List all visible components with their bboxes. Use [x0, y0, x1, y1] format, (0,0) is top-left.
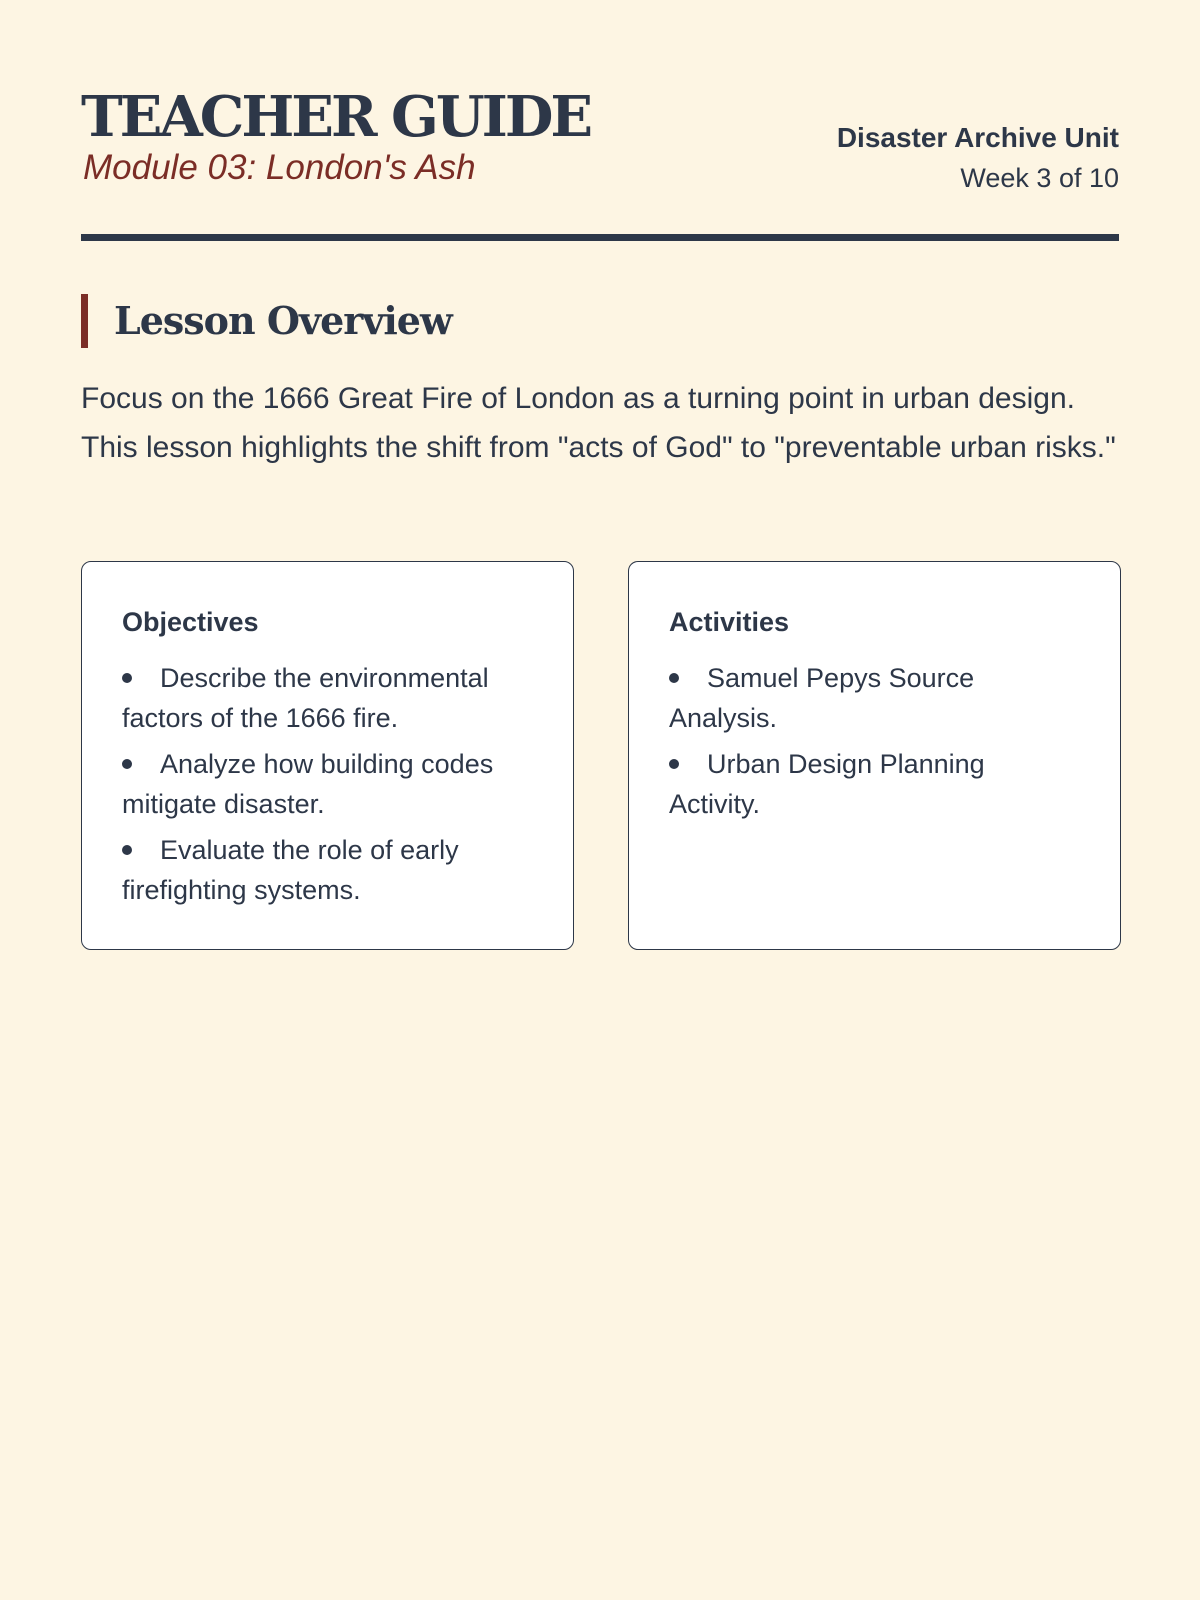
objective-text: Describe the environmental factors of the 1666 fire.: [122, 663, 489, 733]
bullet-icon: [122, 759, 132, 769]
module-subtitle: Module 03: London's Ash: [83, 148, 476, 187]
objective-item: [122, 744, 533, 824]
header-divider: [81, 234, 1119, 241]
activities-list: [669, 658, 1080, 824]
objective-text: Evaluate the role of early firefighting systems.: [122, 835, 459, 905]
unit-meta: [837, 118, 1119, 198]
activity-text: Urban Design Planning Activity.: [669, 749, 985, 819]
lesson-cards: [81, 561, 1121, 950]
activities-heading: Activities: [669, 607, 790, 637]
lesson-overview-text: Focus on the 1666 Great Fire of London as a turning point in urban design. This lesson highlights the shift from "acts of God" to "preventable urban risks.": [81, 382, 1116, 464]
bullet-icon: [669, 673, 679, 683]
bullet-icon: [122, 845, 132, 855]
bullet-icon: [669, 759, 679, 769]
objectives-card: [81, 561, 574, 950]
bullet-icon: [122, 673, 132, 683]
activities-card: [628, 561, 1121, 950]
section-title: Lesson Overview: [114, 298, 452, 343]
objective-text: Analyze how building codes mitigate disaster.: [122, 749, 494, 819]
lesson-overview-heading: [81, 294, 452, 348]
week-indicator: Week 3 of 10: [960, 163, 1119, 193]
objectives-heading: Objectives: [122, 607, 259, 637]
objective-item: [122, 658, 533, 738]
activity-item: [669, 744, 1080, 824]
objectives-list: [122, 658, 533, 910]
page-title: TEACHER GUIDE: [81, 84, 591, 150]
objective-item: [122, 830, 533, 910]
activity-text: Samuel Pepys Source Analysis.: [669, 663, 975, 733]
guide-header: [81, 82, 1119, 242]
activity-item: [669, 658, 1080, 738]
unit-name: Disaster Archive Unit: [836, 122, 1119, 153]
